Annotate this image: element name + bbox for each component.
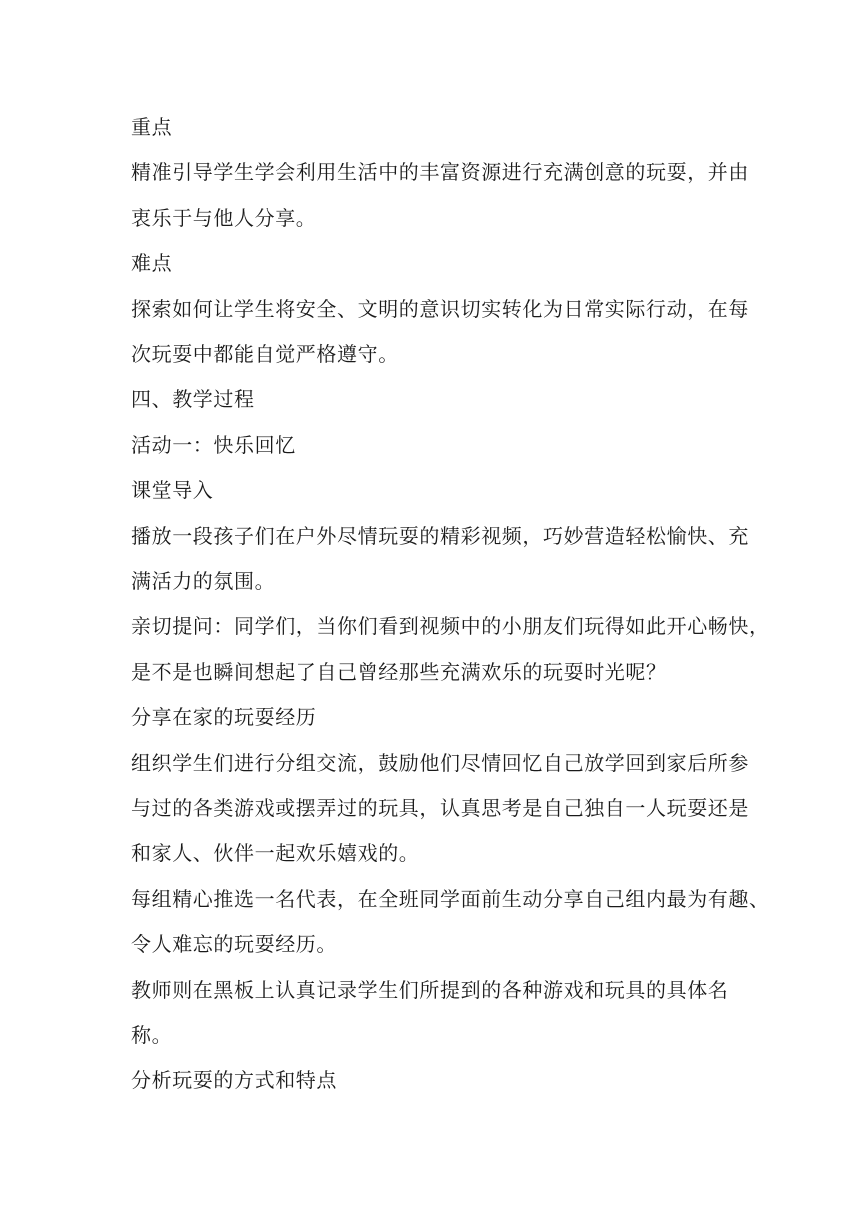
heading-key-points: 重点 bbox=[131, 115, 173, 139]
paragraph-line: 每组精心推选一名代表，在全班同学面前生动分享自己组内最为有趣、 bbox=[131, 887, 770, 911]
paragraph-line: 组织学生们进行分组交流，鼓励他们尽情回忆自己放学回到家后所参 bbox=[131, 751, 749, 775]
paragraph-line: 是不是也瞬间想起了自己曾经那些充满欢乐的玩耍时光呢？ bbox=[131, 660, 667, 684]
paragraph-line: 与过的各类游戏或摆弄过的玩具，认真思考是自己独自一人玩耍还是 bbox=[131, 796, 749, 820]
activity-heading: 活动一：快乐回忆 bbox=[131, 433, 296, 457]
subheading-class-intro: 课堂导入 bbox=[131, 478, 214, 502]
section-heading-teaching-process: 四、教学过程 bbox=[131, 387, 255, 411]
paragraph-line: 亲切提问：同学们，当你们看到视频中的小朋友们玩得如此开心畅快， bbox=[131, 614, 770, 638]
paragraph-line: 精准引导学生学会利用生活中的丰富资源进行充满创意的玩耍，并由 bbox=[131, 160, 749, 184]
heading-difficulties: 难点 bbox=[131, 251, 173, 275]
paragraph-line: 次玩耍中都能自觉严格遵守。 bbox=[131, 342, 399, 366]
paragraph-line: 和家人、伙伴一起欢乐嬉戏的。 bbox=[131, 841, 420, 865]
paragraph-line: 播放一段孩子们在户外尽情玩耍的精彩视频，巧妙营造轻松愉快、充 bbox=[131, 524, 749, 548]
paragraph-line: 称。 bbox=[131, 1023, 173, 1047]
subheading-analyze-play: 分析玩耍的方式和特点 bbox=[131, 1068, 337, 1092]
paragraph-line: 令人难忘的玩耍经历。 bbox=[131, 932, 337, 956]
paragraph-line: 衷乐于与他人分享。 bbox=[131, 206, 317, 230]
paragraph-line: 满活力的氛围。 bbox=[131, 569, 276, 593]
subheading-share-experience: 分享在家的玩耍经历 bbox=[131, 705, 317, 729]
paragraph-line: 探索如何让学生将安全、文明的意识切实转化为日常实际行动，在每 bbox=[131, 297, 749, 321]
paragraph-line: 教师则在黑板上认真记录学生们所提到的各种游戏和玩具的具体名 bbox=[131, 978, 729, 1002]
